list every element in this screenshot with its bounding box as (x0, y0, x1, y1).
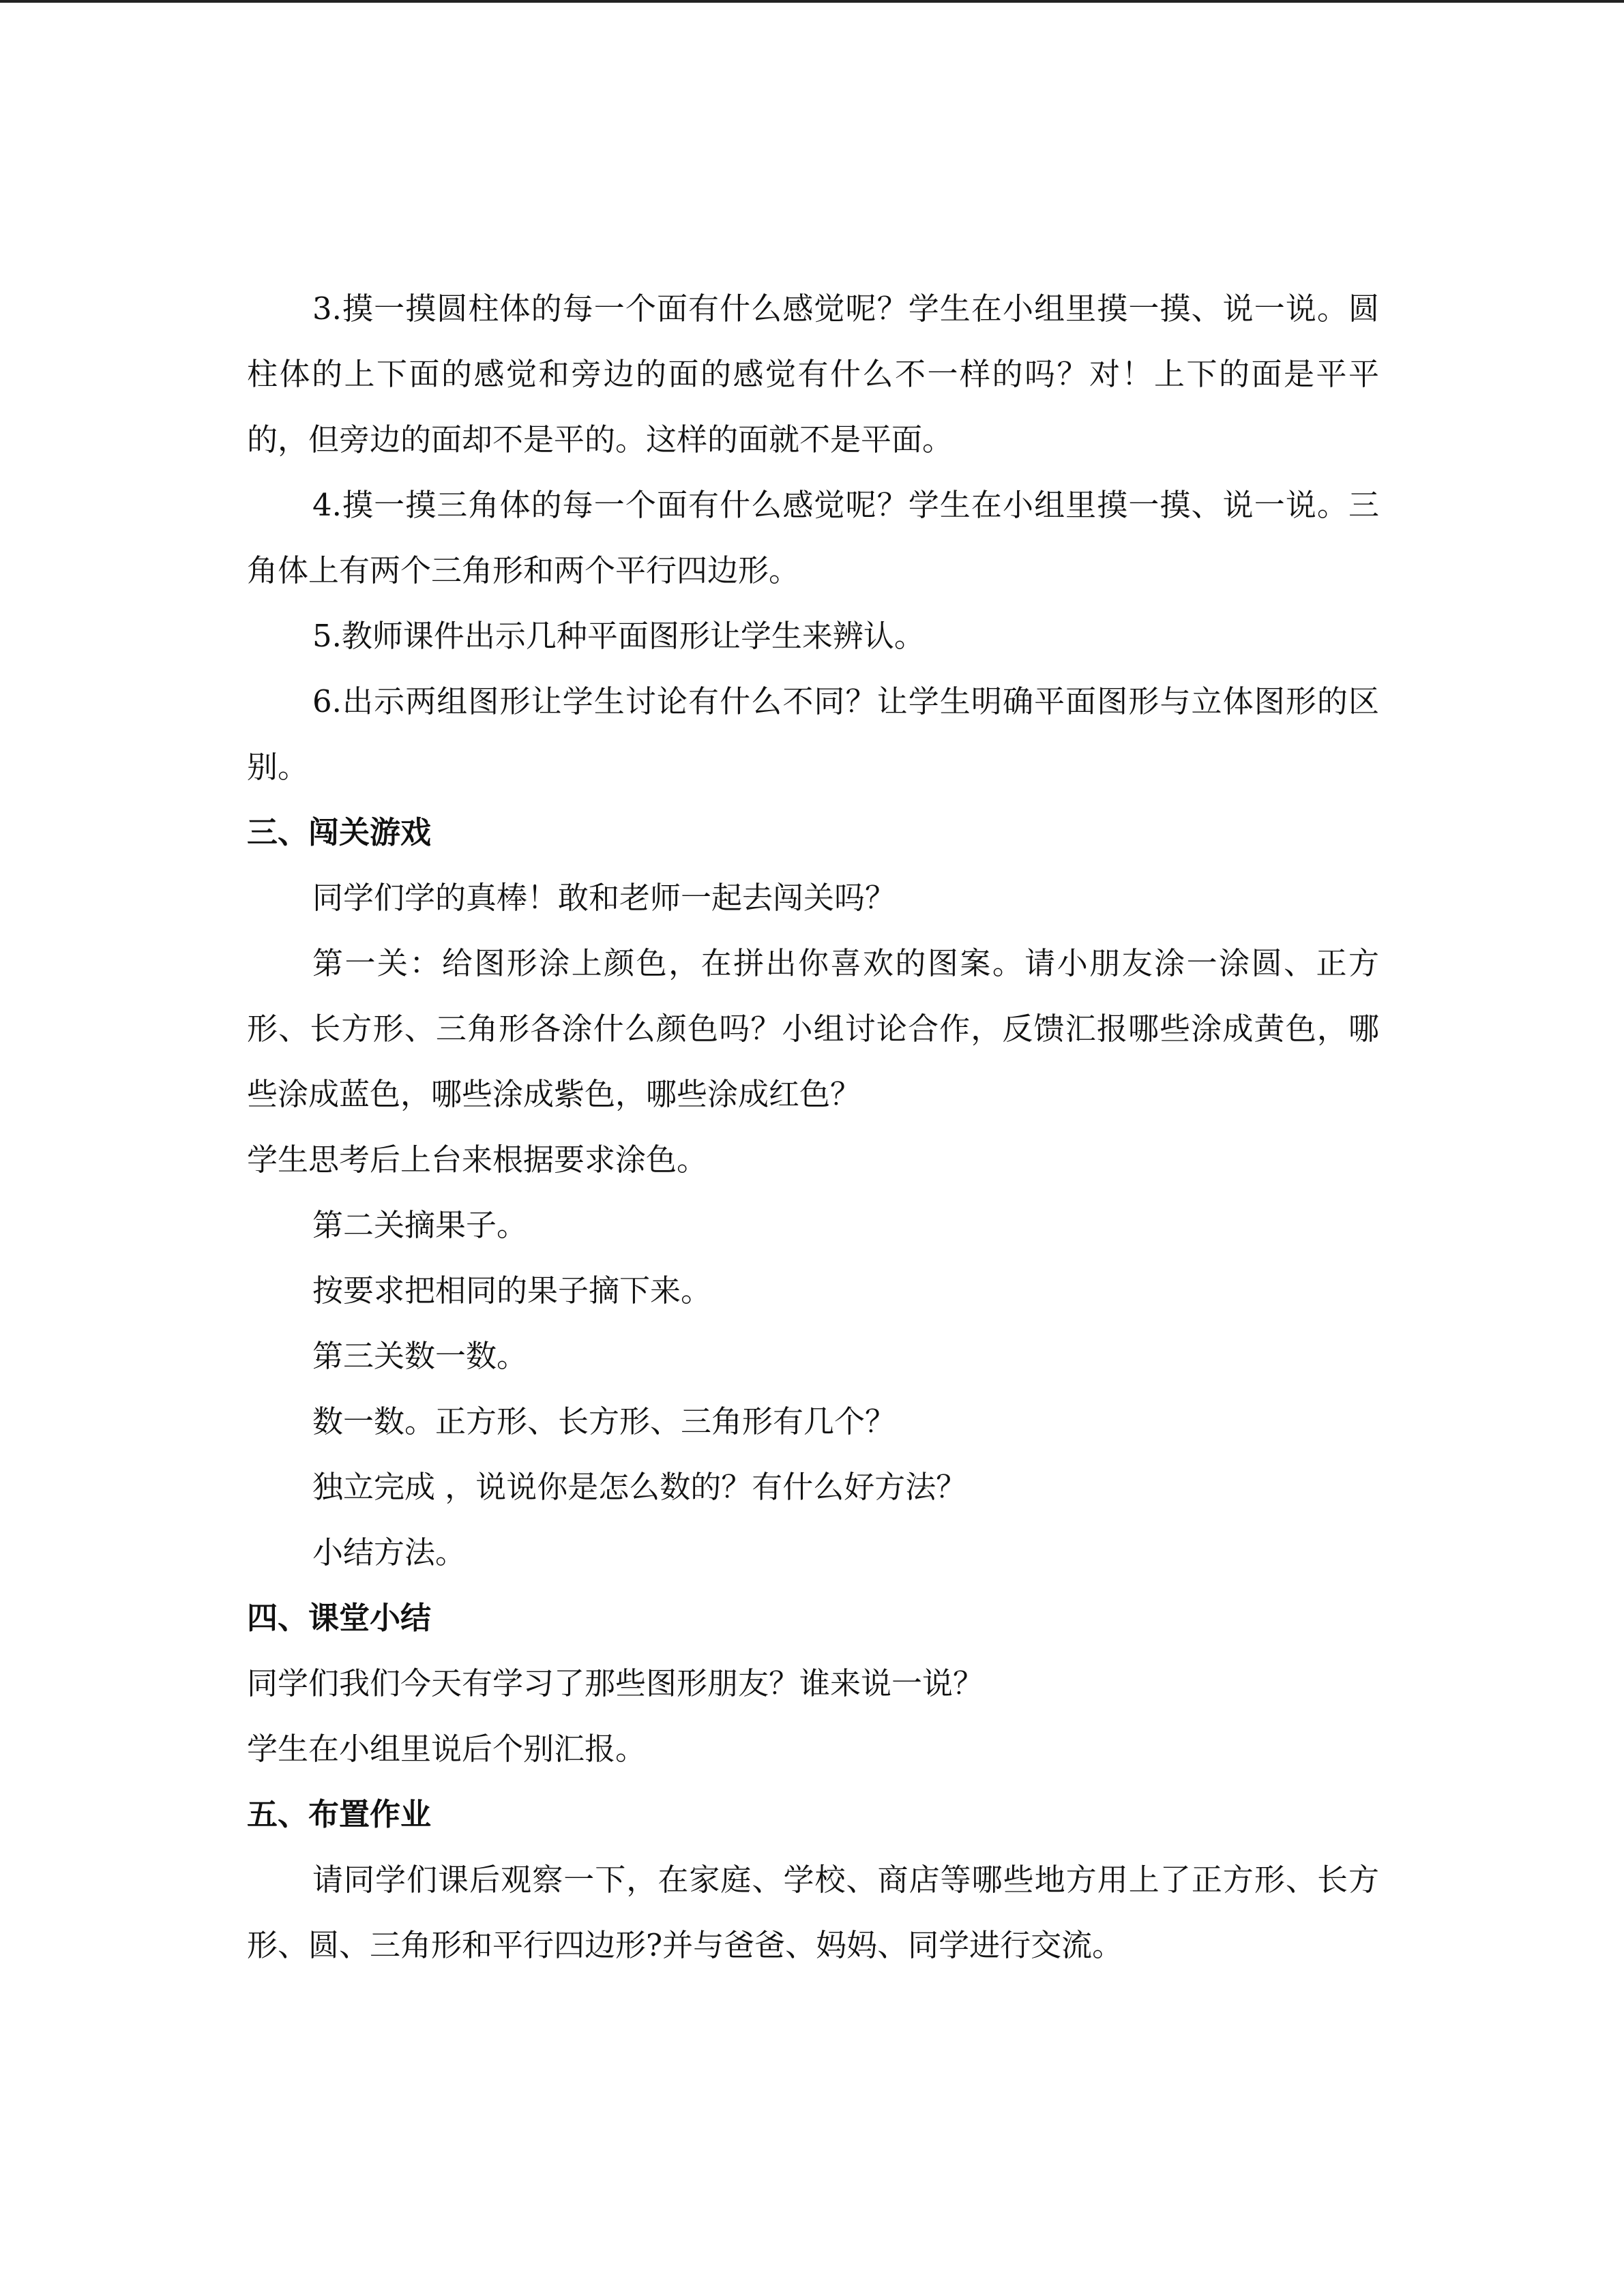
game-level2-text: 按要求把相同的果子摘下来。 (312, 1272, 712, 1309)
game-level3-text: 数一数。正方形、长方形、三角形有几个？ (312, 1403, 896, 1440)
section-heading-summary: 四、课堂小结 (247, 1600, 432, 1636)
game-level1: 第一关：给图形涂上颜色，在拼出你喜欢的图案。请小朋友涂一涂圆、正方形、长方形、三角形各涂什么颜色吗？小组讨论合作，反馈汇报哪些涂成黄色，哪些涂成蓝色，哪些涂成紫色，哪些涂成红色？ (247, 945, 1379, 1112)
summary-line1: 同学们我们今天有学习了那些图形朋友？谁来说一说？ (247, 1665, 984, 1701)
paragraph-courseware: 5.教师课件出示几种平面图形让学生来辨认。 (312, 618, 925, 654)
paragraph-cylinder: 3.摸一摸圆柱体的每一个面有什么感觉呢？学生在小组里摸一摸、说一说。圆柱体的上下面的感觉和旁边的面的感觉有什么不一样的吗？对！上下的面是平平的，但旁边的面却不是平的。这样的面就不是平面。 (247, 290, 1379, 458)
section-heading-homework: 五、布置作业 (247, 1796, 432, 1832)
game-level3-title: 第三关数一数。 (312, 1338, 528, 1374)
summary-line2: 学生在小组里说后个别汇报。 (247, 1731, 647, 1767)
game-level3-summary: 小结方法。 (312, 1534, 467, 1570)
document-body (247, 276, 1379, 1978)
page-top-border (0, 0, 1624, 3)
paragraph-discussion: 6.出示两组图形让学生讨论有什么不同？让学生明确平面图形与立体图形的区别。 (247, 683, 1379, 785)
game-level1-after: 学生思考后上台来根据要求涂色。 (247, 1142, 708, 1178)
section-heading-game: 三、闯关游戏 (247, 814, 432, 850)
homework-text: 请同学们课后观察一下，在家庭、学校、商店等哪些地方用上了正方形、长方形、圆、三角形和平行四边形?并与爸爸、妈妈、同学进行交流。 (247, 1862, 1379, 1963)
game-level3-independent: 独立完成 ，说说你是怎么数的？有什么好方法？ (312, 1469, 967, 1505)
paragraph-triangular-prism: 4.摸一摸三角体的每一个面有什么感觉呢？学生在小组里摸一摸、说一说。三角体上有两个三角形和两个平行四边形。 (247, 487, 1379, 588)
game-level2-title: 第二关摘果子。 (312, 1207, 528, 1243)
game-intro: 同学们学的真棒！敢和老师一起去闯关吗？ (312, 880, 896, 916)
